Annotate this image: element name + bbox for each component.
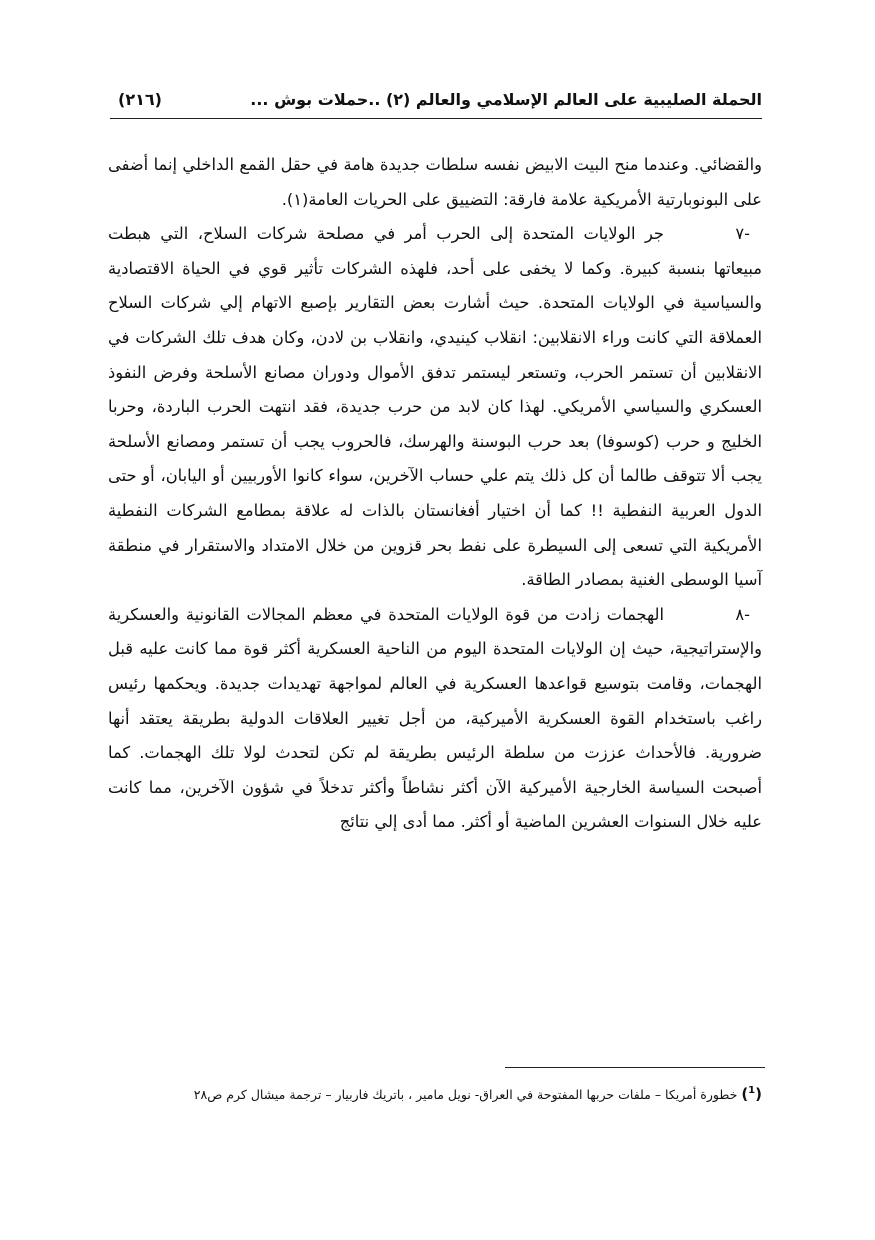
running-title: الحملة الصليبية على العالم الإسلامي والعالم (٢) ..حملات بوش ... [250,90,762,109]
footnote-text: خطورة أمريكا – ملفات حربها المفتوحة في العراق- نويل مامير ، باتريك فاربيار – ترجمة ميشال كرم ص٢٨ [193,1087,738,1102]
page-number: (٢١٦) [118,90,162,109]
page-header [110,86,762,119]
paragraph-continuation: والقضائي. وعندما منح البيت الابيض نفسه سلطات جديدة هامة في حقل القمع الداخلي إنما أضفى على البونوبارتية الأمريكية علامة فارقة: التضييق على الحريات العامة(١). [108,155,762,209]
list-item-8-number: -٨ [735,604,750,624]
list-item-7-text: جر الولايات المتحدة إلى الحرب أمر في مصلحة شركات السلاح، التي هبطت مبيعاتها بنسبة كبيرة. وكما لا يخفى على أحد، فلهذه الشركات تأثير قوي في الحياة الاقتصادية والسياسية في الولايات المتحدة. حيث أشارت بعض التقارير بإصبع الاتهام إلي شركات السلاح العملاقة التي كانت وراء الانقلابين: انقلاب كينيدي، وانقلاب بن لادن، وكان هدف تلك الشركات في الانقلابين أن تستمر الحرب، وتستعر ليستمر تدفق الأموال ودوران مصانع الأسلحة وفرض النفوذ العسكري والسياسي الأمريكي. لهذا كان لابد من حرب جديدة، فقد انتهت الحرب الباردة، وحربا الخليج و حرب (كوسوفا) بعد حرب البوسنة والهرسك، فالحروب يجب أن تستمر ومصانع الأسلحة يجب ألا تتوقف طالما أن كل ذلك يتم علي حساب الآخرين، سواء كانوا الأوربيين أو اليابان، أو حتى الدول العربية النفطية !! كما أن اختيار أفغانستان بالذات له علاقة بمطامع الشركات النفطية الأمريكية التي تسعى إلى السيطرة على نفط بحر قزوين من خلال الامتداد والاستقرار في منطقة آسيا الوسطى الغنية بمصادر الطاقة. [108,224,762,590]
list-item-7 [108,217,762,598]
list-item-8 [108,598,762,840]
footnote [108,1078,762,1108]
footnote-separator [505,1067,765,1068]
list-item-7-number: -٧ [735,224,750,244]
footnote-marker: ($^1$) [741,1085,762,1103]
body-text [108,148,762,840]
list-item-8-text: الهجمات زادت من قوة الولايات المتحدة في معظم المجالات القانونية والعسكرية والإستراتيجية، حيث إن الولايات المتحدة اليوم من الناحية العسكرية أكثر قوة مما كانت عليه قبل الهجمات، وقامت بتوسيع قواعدها العسكرية في العالم لمواجهة تهديدات جديدة. ويحكمها رئيس راغب باستخدام القوة العسكرية الأميركية، من أجل تغيير العلاقات الدولية بطريقة يعتقد أنها ضرورية. فالأحداث عززت من سلطة الرئيس بطريقة لم تكن لتحدث لولا تلك الهجمات. كما أصبحت السياسة الخارجية الأميركية الآن أكثر نشاطاً وأكثر تدخلاً في شؤون الآخرين، مما كانت عليه خلال السنوات العشرين الماضية أو أكثر. مما أدى إلي نتائج [108,604,762,832]
